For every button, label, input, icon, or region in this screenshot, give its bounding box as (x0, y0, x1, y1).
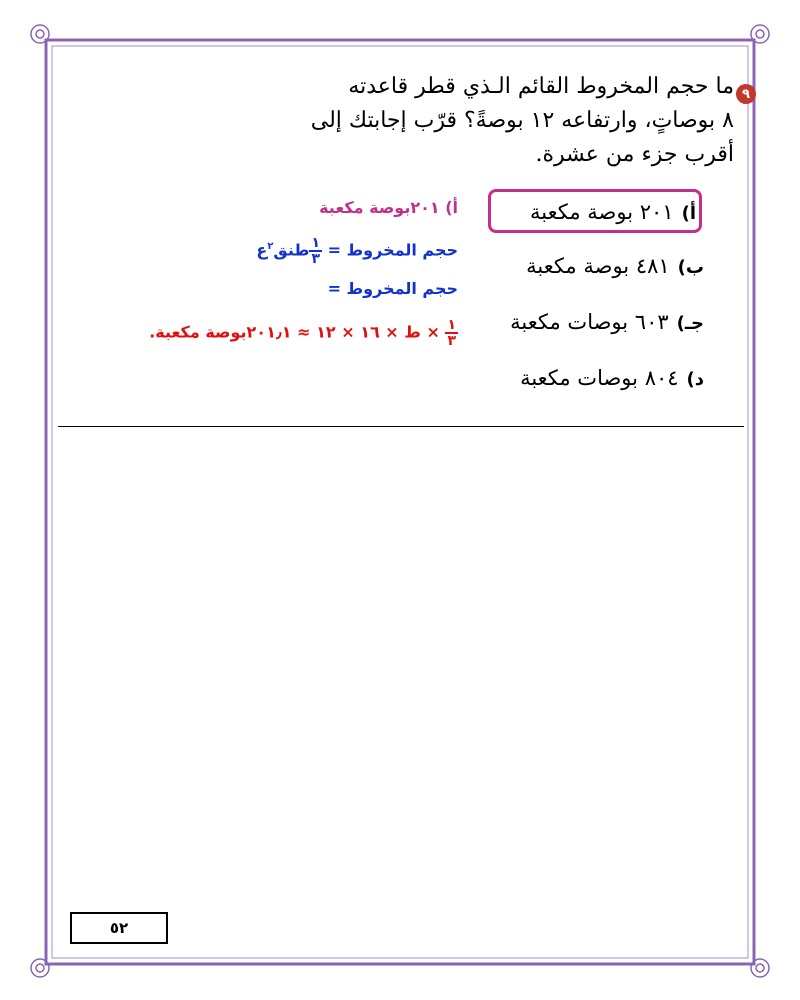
choice-a-text: ٢٠١ بوصة مكعبة (530, 200, 674, 224)
solution-formula-fraction: $\frac{١}{٣}$ (311, 235, 320, 267)
solution-calc-part-1: × ط × ١٦ × ١٢ ≈ ٢٠١٫١ (246, 322, 440, 342)
frame-inner-border (52, 46, 748, 958)
solution-formula-rest: طنق (273, 240, 310, 260)
choice-c-letter: جـ) (676, 313, 704, 334)
solution-formula-label: حجم المخروط = (327, 240, 458, 260)
frame-outer-border (46, 40, 754, 964)
solution-calculation (149, 318, 458, 348)
choice-d[interactable] (520, 366, 704, 390)
solution-formula (256, 236, 458, 266)
solution-calc-fraction: $\frac{١}{٣}$ (447, 317, 456, 349)
choice-b[interactable] (526, 254, 704, 278)
frame-corner-ornaments (31, 25, 769, 977)
choice-b-text: ٤٨١ بوصة مكعبة (526, 254, 670, 278)
question-text-line-1: ما حجم المخروط القائم الـذي قطر قاعدته (348, 74, 734, 99)
choice-c[interactable] (510, 310, 704, 334)
solution-formula-end: ع (256, 240, 268, 260)
solution-formula-exponent: ٢ (267, 241, 274, 253)
question-number-badge: ٩ (736, 84, 756, 104)
choice-a-letter: أ) (681, 203, 696, 224)
choice-a[interactable] (530, 200, 696, 224)
choice-b-letter: ب) (677, 257, 704, 278)
choice-c-text: ٦٠٣ بوصات مكعبة (510, 310, 669, 334)
question-text-line-2: ٨ بوصاتٍ، وارتفاعه ١٢ بوصةً؟ قرّب إجابتك إلى (310, 108, 734, 133)
question-text-line-3: أقرب جزء من عشرة. (535, 142, 734, 167)
page-number-box: ٥٢ (70, 912, 168, 944)
choice-d-text: ٨٠٤ بوصات مكعبة (520, 366, 679, 390)
choice-d-letter: د) (686, 369, 704, 390)
solution-answer: أ) ٢٠١بوصة مكعبة (319, 198, 458, 217)
solution-calc-part-2: بوصة مكعبة. (149, 322, 247, 342)
section-divider (58, 426, 744, 427)
solution-line-3: حجم المخروط = (327, 279, 458, 298)
